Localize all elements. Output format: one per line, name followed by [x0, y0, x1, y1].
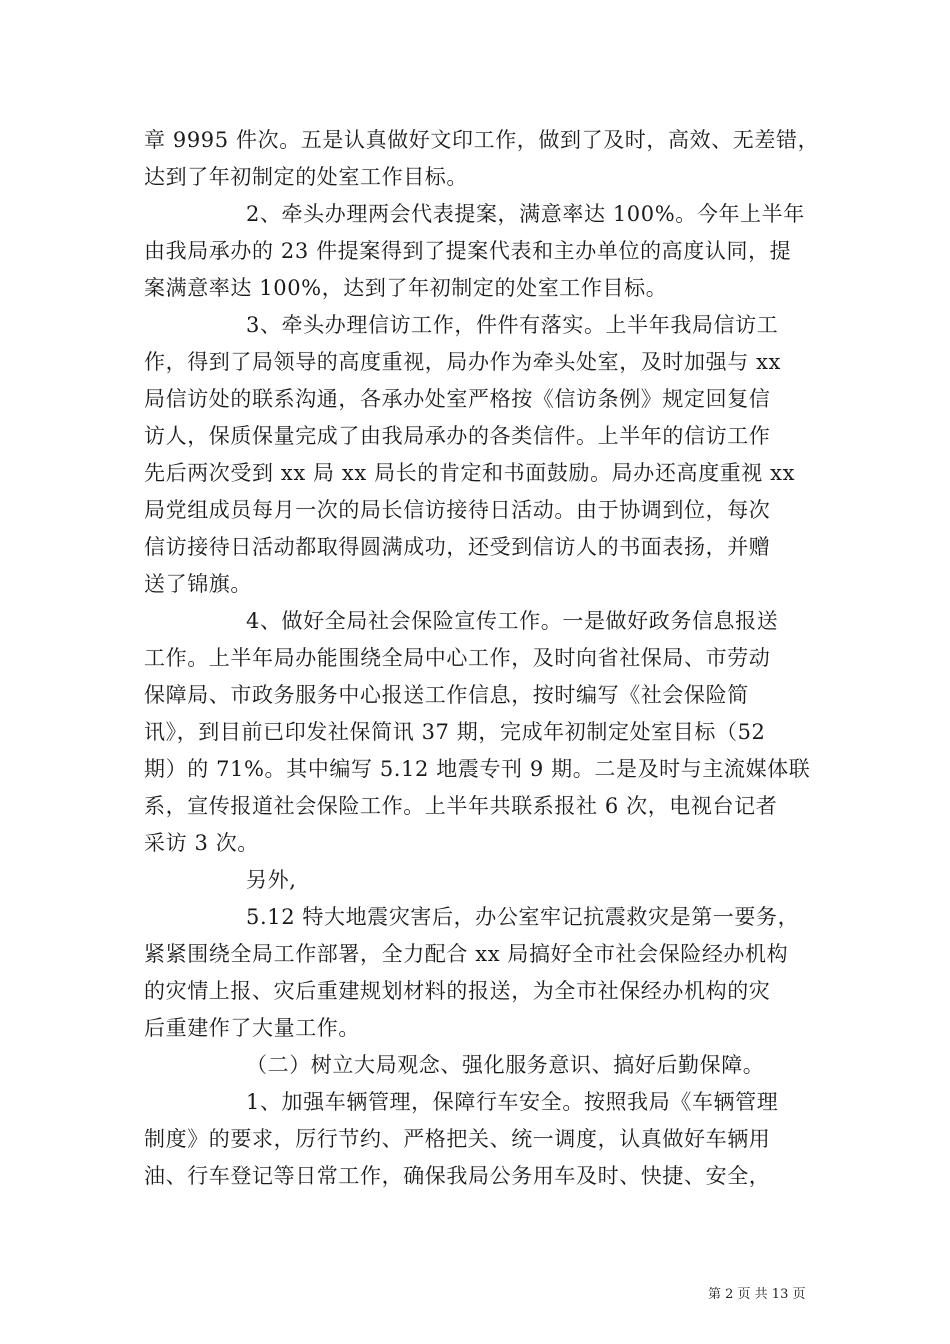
text-line: 工作。上半年局办能围绕全局中心工作，及时向省社保局、市劳动 — [144, 646, 771, 670]
text-line: 系，宣传报道社会保险工作。上半年共联系报社 6 次，电视台记者 — [144, 794, 778, 818]
text-line: 紧紧围绕全局工作部署，全力配合 xx 局搞好全市社会保险经办机构 — [144, 942, 789, 966]
paragraph-start-line: 5.12 特大地震灾害后，办公室牢记抗震救灾是第一要务， — [246, 905, 800, 929]
text-line: 采访 3 次。 — [144, 831, 259, 855]
paragraph-start-line: 4、做好全局社会保险宣传工作。一是做好政务信息报送 — [246, 609, 779, 633]
paragraph-start-line: 2、牵头办理两会代表提案，满意率达 100%。今年上半年 — [246, 202, 805, 226]
text-line: 达到了年初制定的处室工作目标。 — [144, 165, 468, 189]
text-line: 信访接待日活动都取得圆满成功，还受到信访人的书面表扬，并赠 — [144, 535, 771, 559]
text-line: 局信访处的联系沟通，各承办处室严格按《信访条例》规定回复信 — [144, 387, 771, 411]
text-line: 的灾情上报、灾后重建规划材料的报送，为全市社保经办机构的灾 — [144, 979, 771, 1003]
text-line: 送了锦旗。 — [144, 572, 252, 596]
text-line: 作，得到了局领导的高度重视，局办作为牵头处室，及时加强与 xx — [144, 350, 781, 374]
text-line: 油、行车登记等日常工作，确保我局公务用车及时、快捷、安全， — [144, 1164, 771, 1188]
text-line: 先后两次受到 xx 局 xx 局长的肯定和书面鼓励。局办还高度重视 xx — [144, 461, 796, 485]
text-line: 局党组成员每月一次的局长信访接待日活动。由于协调到位，每次 — [144, 498, 771, 522]
page-number-footer: 第 2 页 共 13 页 — [708, 1287, 806, 1302]
paragraph-start-line: 另外, — [246, 868, 297, 892]
text-line: 保障局、市政务服务中心报送工作信息，按时编写《社会保险简 — [144, 683, 749, 707]
text-line: 后重建作了大量工作。 — [144, 1016, 360, 1040]
text-line: 章 9995 件次。五是认真做好文印工作，做到了及时，高效、无差错， — [144, 128, 820, 152]
text-line: 访人，保质保量完成了由我局承办的各类信件。上半年的信访工作 — [144, 424, 771, 448]
paragraph-start-line: 1、加强车辆管理，保障行车安全。按照我局《车辆管理 — [246, 1090, 779, 1114]
section-heading: （二）树立大局观念、强化服务意识、搞好后勤保障。 — [246, 1053, 765, 1077]
text-line: 由我局承办的 23 件提案得到了提案代表和主办单位的高度认同，提 — [144, 239, 792, 263]
text-line: 讯》，到目前已印发社保简讯 37 期，完成年初制定处室目标（52 — [144, 720, 766, 744]
paragraph-start-line: 3、牵头办理信访工作，件件有落实。上半年我局信访工 — [246, 313, 779, 337]
text-line: 期）的 71%。其中编写 5.12 地震专刊 9 期。二是及时与主流媒体联 — [144, 757, 811, 781]
text-line: 案满意率达 100%，达到了年初制定的处室工作目标。 — [144, 276, 668, 300]
text-line: 制度》的要求，厉行节约、严格把关、统一调度，认真做好车辆用 — [144, 1127, 771, 1151]
